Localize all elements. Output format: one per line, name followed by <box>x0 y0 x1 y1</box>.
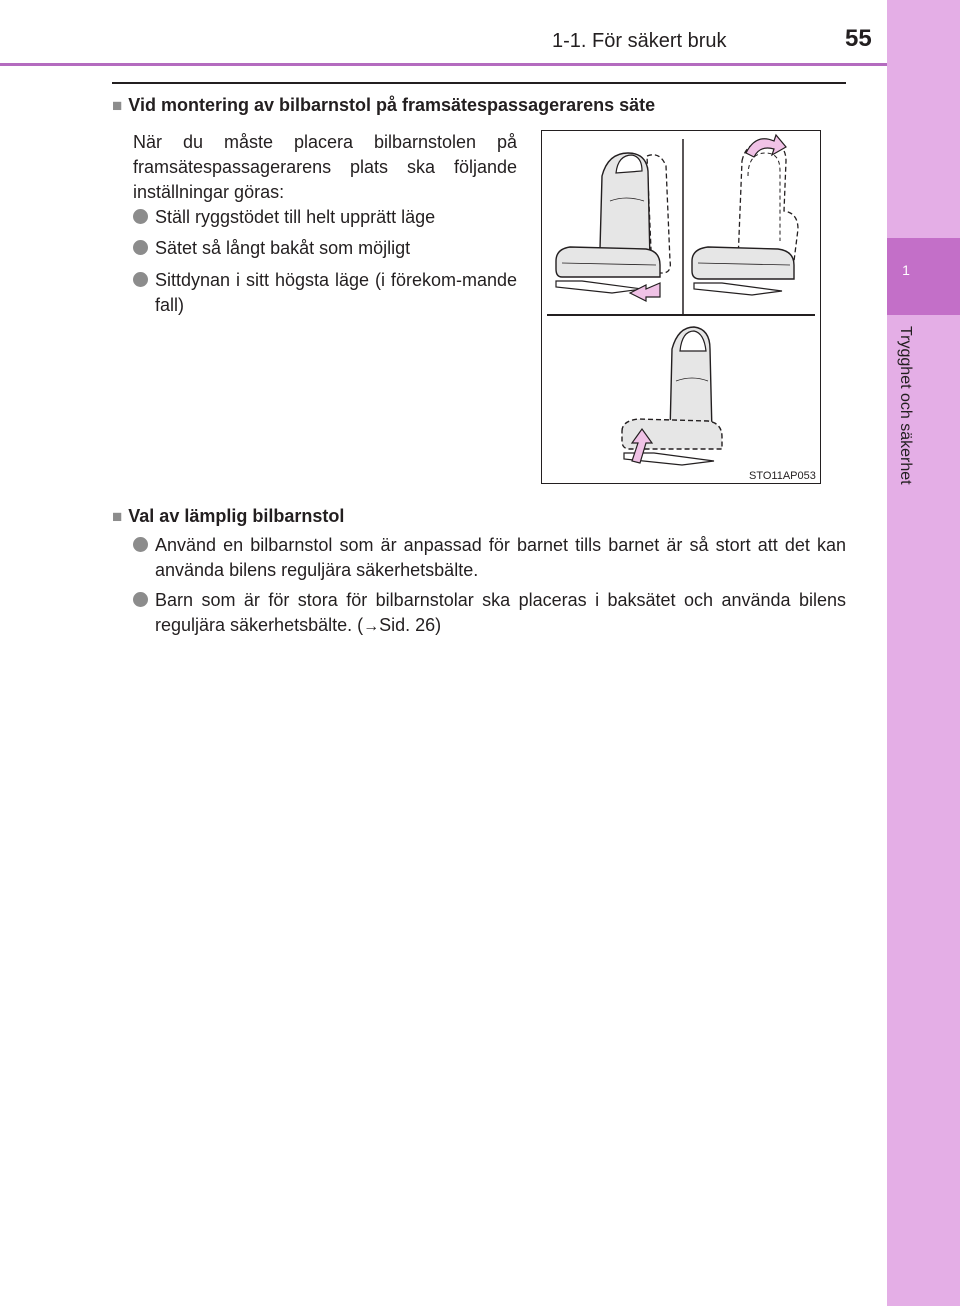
list-item: Barn som är för stora för bilbarnstolar ska placeras i baksätet och använda bilens reguljära säkerhetsbälte. (→Sid. 26) <box>133 588 846 639</box>
bullet-dot-icon <box>133 272 148 287</box>
bullet-dot-icon <box>133 209 148 224</box>
list-item: Sittdynan i sitt högsta läge (i förekom-mande fall) <box>133 268 517 318</box>
figure-code: STO11AP053 <box>749 470 816 482</box>
list-item: Sätet så långt bakåt som möjligt <box>133 236 517 261</box>
chapter-sidebar <box>887 0 960 1306</box>
square-bullet-icon: ■ <box>112 507 123 526</box>
arrow-right-icon: → <box>363 618 380 635</box>
list-item: Ställ ryggstödet till helt upprätt läge <box>133 205 517 230</box>
square-bullet-icon: ■ <box>112 96 123 115</box>
seat-slide-back-icon <box>556 153 670 301</box>
section-heading-child-seat-front: ■ Vid montering av bilbarnstol på framsätespassagerarens säte <box>112 95 656 115</box>
section-heading-choose-child-seat: ■ Val av lämplig bilbarnstol <box>112 506 345 526</box>
intro-paragraph: När du måste placera bilbarnstolen på framsätespassagerarens plats ska följande inställningar göras: <box>133 132 517 202</box>
seat-adjustment-figure <box>541 130 821 484</box>
bullet-dot-icon <box>133 592 148 607</box>
bullet-dot-icon <box>133 240 148 255</box>
bullet-dot-icon <box>133 537 148 552</box>
seat-cushion-raise-icon <box>622 327 722 465</box>
chapter-title: Trygghet och säkerhet <box>897 326 914 485</box>
section-header: 1-1. För säkert bruk <box>552 30 727 52</box>
page-number: 55 <box>845 25 872 52</box>
content-rule <box>112 82 846 84</box>
page-reference-link[interactable]: Sid. 26) <box>379 615 442 635</box>
chapter-number: 1 <box>902 262 910 278</box>
list-item: Använd en bilbarnstol som är anpassad för barnet tills barnet är så stort att det kan använda bilens reguljära säkerhetsbälte. <box>133 533 846 583</box>
header-rule <box>0 63 887 66</box>
seatback-upright-icon <box>692 135 798 295</box>
